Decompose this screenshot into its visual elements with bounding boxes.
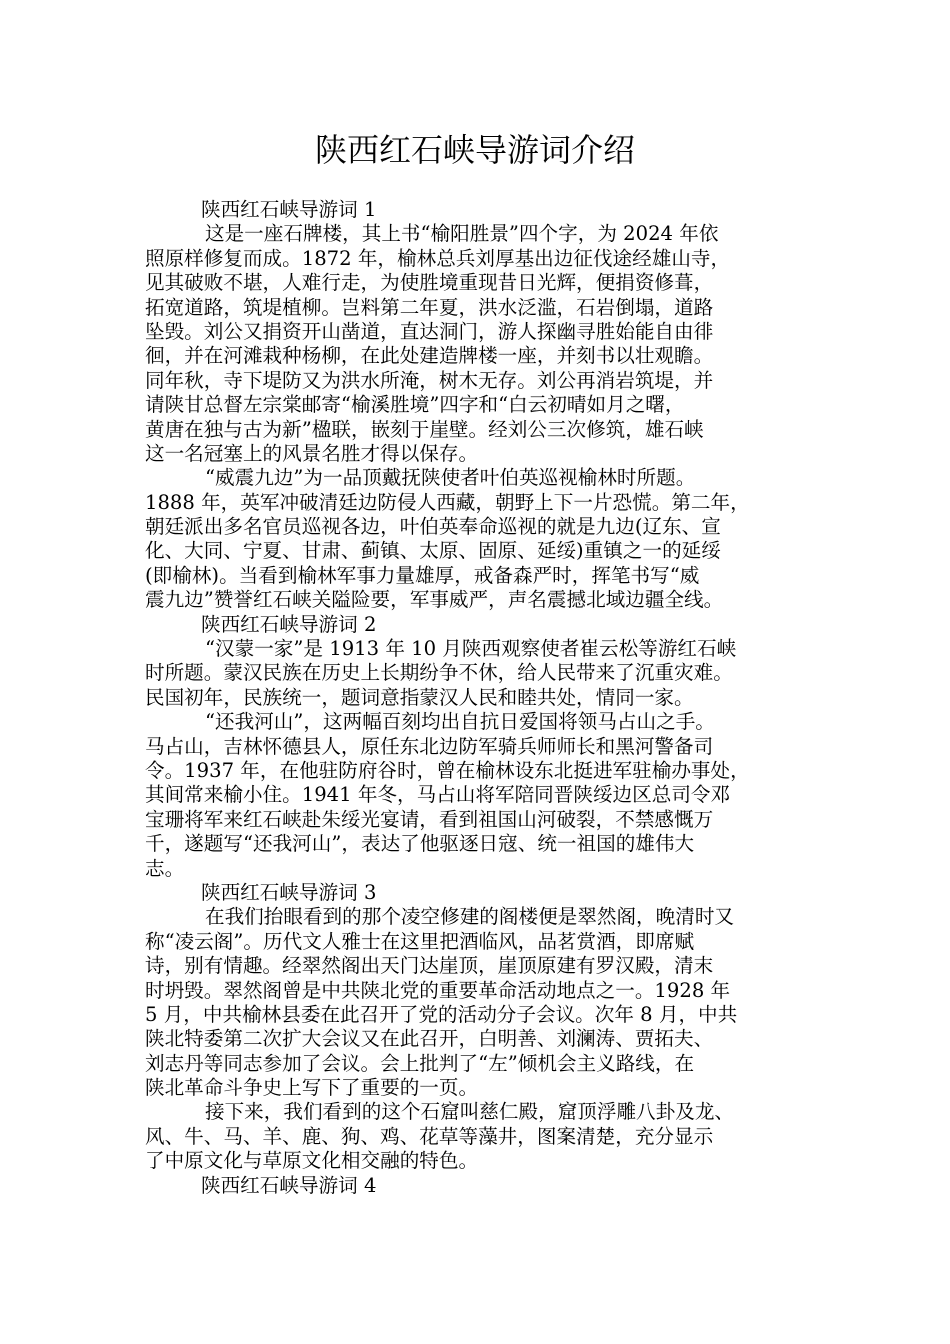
text-line: 风、牛、马、羊、鹿、狗、鸡、花草等藻井，图案清楚，充分显示 xyxy=(145,1124,714,1148)
text-line: 5 月，中共榆林县委在此召开了党的活动分子会议。次年 8 月，中共 xyxy=(145,1002,738,1026)
text-line: 坠毁。刘公又捐资开山凿道，直达洞门，游人探幽寻胜始能自由徘 xyxy=(145,319,714,343)
text-line: 朝廷派出多名官员巡视各边，叶伯英奉命巡视的就是九边(辽东、宣 xyxy=(145,515,721,539)
text-line: 照原样修复而成。1872 年，榆林总兵刘厚基出边征伐途经雄山寺， xyxy=(145,246,731,270)
text-line: 刘志丹等同志参加了会议。会上批判了“左”倾机会主义路线，在 xyxy=(145,1051,695,1075)
text-line: 见其破败不堪，人难行走，为使胜境重现昔日光辉，便捐资修葺， xyxy=(145,271,714,295)
text-line: 宝珊将军来红石峡赴朱绥光宴请，看到祖国山河破裂，不禁感慨万 xyxy=(145,807,714,831)
text-line: 在我们抬眼看到的那个凌空修建的阁楼便是翠然阁，晚清时又 xyxy=(205,905,735,929)
document-body xyxy=(145,198,825,1198)
text-line: “还我河山”，这两幅百刻均出自抗日爱国将领马占山之手。 xyxy=(205,710,715,734)
text-line: 称“凌云阁”。历代文人雅士在这里把酒临风，品茗赏酒，即席赋 xyxy=(145,929,695,953)
text-line: 化、大同、宁夏、甘肃、蓟镇、太原、固原、延绥)重镇之一的延绥 xyxy=(145,539,721,563)
text-line: 徊，并在河滩栽种杨柳，在此处建造牌楼一座，并刻书以壮观瞻。 xyxy=(145,344,714,368)
text-line: 陕北特委第二次扩大会议又在此召开，白明善、刘澜涛、贾拓夫、 xyxy=(145,1027,714,1051)
section-heading: 陕西红石峡导游词 4 xyxy=(201,1173,377,1197)
text-line: 这一名冠塞上的风景名胜才得以保存。 xyxy=(145,441,479,465)
text-line: 千，遂题写“还我河山”，表达了他驱逐日寇、统一祖国的雄伟大 xyxy=(145,832,695,856)
section-heading: 陕西红石峡导游词 1 xyxy=(201,198,377,221)
text-line: “汉蒙一家”是 1913 年 10 月陕西观察使者崔云松等游红石峡 xyxy=(205,637,737,661)
text-line: 了中原文化与草原文化相交融的特色。 xyxy=(145,1149,479,1173)
text-line: 拓宽道路，筑堤植柳。岂料第二年夏，洪水泛滥，石岩倒塌，道路 xyxy=(145,295,714,319)
section-heading: 陕西红石峡导游词 3 xyxy=(201,880,377,904)
text-line: 志。 xyxy=(145,856,185,880)
text-line: 请陕甘总督左宗棠邮寄“榆溪胜境”四字和“白云初晴如月之曙， xyxy=(145,393,685,417)
text-line: 震九边”赞誉红石峡关隘险要，军事威严，声名震撼北域边疆全线。 xyxy=(145,588,724,612)
text-line: 马占山，吉林怀德县人，原任东北边防军骑兵师师长和黑河警备司 xyxy=(145,734,714,758)
document-title: 陕西红石峡导游词介绍 xyxy=(314,131,635,169)
text-line: “威震九边”为一品顶戴抚陕使者叶伯英巡视榆林时所题。 xyxy=(205,466,696,490)
text-line: 黄唐在独与古为新”楹联，嵌刻于崖壁。经刘公三次修筑，雄石峡 xyxy=(145,417,704,441)
text-line: (即榆林)。当看到榆林军事力量雄厚，戒备森严时，挥笔书写“威 xyxy=(145,563,700,587)
text-line: 1888 年，英军冲破清廷边防侵人西藏，朝野上下一片恐慌。第二年， xyxy=(145,490,750,514)
text-line: 民国初年，民族统一，题词意指蒙汉人民和睦共处，情同一家。 xyxy=(145,685,694,709)
text-line: 这是一座石牌楼，其上书“榆阳胜景”四个字，为 2024 年依 xyxy=(205,222,719,246)
text-line: 接下来，我们看到的这个石窟叫慈仁殿，窟顶浮雕八卦及龙、 xyxy=(205,1100,735,1124)
text-line: 时所题。蒙汉民族在历史上长期纷争不休，给人民带来了沉重灾难。 xyxy=(145,661,733,685)
text-line: 同年秋，寺下堤防又为洪水所淹，树木无存。刘公再消岩筑堤，并 xyxy=(145,368,714,392)
section-heading: 陕西红石峡导游词 2 xyxy=(201,612,377,636)
text-line: 其间常来榆小住。1941 年冬，马占山将军陪同晋陕绥边区总司令邓 xyxy=(145,783,731,807)
text-line: 陕北革命斗争史上写下了重要的一页。 xyxy=(145,1076,479,1100)
text-line: 令。1937 年，在他驻防府谷时，曾在榆林设东北挺进军驻榆办事处， xyxy=(145,758,750,782)
text-line: 时坍毁。翠然阁曾是中共陕北党的重要革命活动地点之一。1928 年 xyxy=(145,978,731,1002)
text-line: 诗，别有情趣。经翠然阁出天门达崖顶，崖顶原建有罗汉殿，清末 xyxy=(145,954,714,978)
